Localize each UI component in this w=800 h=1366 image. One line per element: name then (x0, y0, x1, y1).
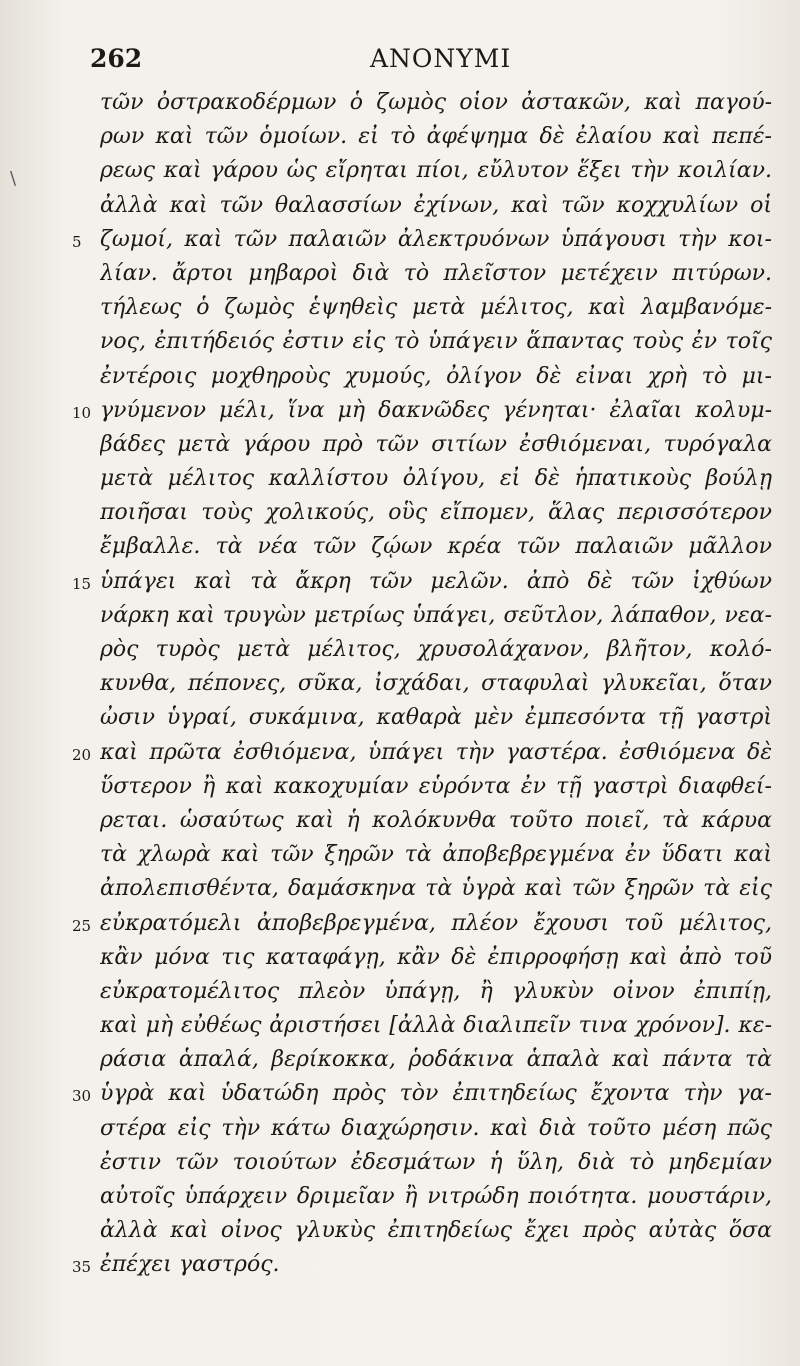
text-line (70, 874, 770, 908)
line-text: καὶ μὴ εὐθέως ἀριστήσει [ἀλλὰ διαλιπεῖν τινα χρόνον]. κε- (100, 1013, 772, 1039)
line-number: 35 (72, 1258, 92, 1277)
text-line (70, 635, 770, 669)
text-line (70, 1250, 770, 1284)
text-line (70, 567, 770, 601)
text-line (70, 191, 770, 225)
page-number: 262 (90, 44, 143, 73)
text-line (70, 703, 770, 737)
text-line (70, 88, 770, 122)
line-text: ποιῆσαι τοὺς χολικούς, οὓς εἴπομεν, ἅλας περισσότερον (100, 500, 772, 526)
text-line (70, 122, 770, 156)
text-line (70, 1011, 770, 1045)
text-line (70, 396, 770, 430)
line-text: κἂν μόνα τις καταφάγῃ, κἂν δὲ ἐπιρροφήσῃ καὶ ἀπὸ τοῦ (100, 944, 772, 970)
line-number: 20 (72, 745, 92, 764)
text-line (70, 225, 770, 259)
text-line (70, 293, 770, 327)
text-line (70, 532, 770, 566)
margin-mark: \ (10, 168, 17, 189)
line-text: κυνθα, πέπονες, σῦκα, ἰσχάδαι, σταφυλαὶ γλυκεῖαι, ὅταν (100, 671, 772, 697)
text-line (70, 1148, 770, 1182)
text-line (70, 464, 770, 498)
line-text: ρὸς τυρὸς μετὰ μέλιτος, χρυσολάχανον, βλῆτον, κολό- (100, 637, 772, 662)
line-text: ὦσιν ὑγραί, συκάμινα, καθαρὰ μὲν ἐμπεσόντα τῇ γαστρὶ (100, 705, 772, 731)
line-text: εὐκρατόμελι ἀποβεβρεγμένα, πλέον ἔχουσι τοῦ μέλιτος, (100, 910, 772, 936)
line-text: βάδες μετὰ γάρου πρὸ τῶν σιτίων ἐσθιόμεναι, τυρόγαλα (100, 431, 772, 457)
line-text: ζωμοί, καὶ τῶν παλαιῶν ἀλεκτρυόνων ὑπάγουσι τὴν κοι- (100, 226, 772, 252)
line-text: ἔμβαλλε. τὰ νέα τῶν ζῴων κρέα τῶν παλαιῶν μᾶλλον (100, 534, 772, 560)
text-line (70, 772, 770, 806)
line-text: ἐπέχει γαστρός. (100, 1252, 280, 1278)
line-text: ἀλλὰ καὶ τῶν θαλασσίων ἐχίνων, καὶ τῶν κοχχυλίων οἱ (100, 192, 772, 218)
page-header (0, 42, 800, 82)
line-text: καὶ πρῶτα ἐσθιόμενα, ὑπάγει τὴν γαστέρα. ἐσθιόμενα δὲ (100, 739, 772, 765)
line-text: νάρκη καὶ τρυγὼν μετρίως ὑπάγει, σεῦτλον, λάπαθον, νεα- (100, 602, 772, 628)
line-text: ὕστερον ἢ καὶ κακοχυμίαν εὑρόντα ἐν τῇ γαστρὶ διαφθεί- (100, 773, 772, 799)
line-text: ἐντέροις μοχθηροὺς χυμούς, ὀλίγον δὲ εἶναι χρὴ τὸ μι- (100, 363, 772, 389)
text-line (70, 156, 770, 190)
text-line (70, 327, 770, 361)
text-line (70, 738, 770, 772)
line-text: μετὰ μέλιτος καλλίστου ὀλίγου, εἰ δὲ ἡπατικοὺς βούλῃ (100, 466, 772, 492)
text-line (70, 977, 770, 1011)
line-text: νος, ἐπιτήδειός ἐστιν εἰς τὸ ὑπάγειν ἅπαντας τοὺς ἐν τοῖς (100, 329, 772, 355)
text-line (70, 806, 770, 840)
line-text: τήλεως ὁ ζωμὸς ἑψηθεὶς μετὰ μέλιτος, καὶ λαμβανόμε- (100, 295, 772, 321)
text-line (70, 1182, 770, 1216)
text-line (70, 259, 770, 293)
line-text: στέρα εἰς τὴν κάτω διαχώρησιν. καὶ διὰ τοῦτο μέση πῶς (100, 1115, 772, 1141)
line-text: τῶν ὀστρακοδέρμων ὁ ζωμὸς οἷον ἀστακῶν, καὶ παγού- (100, 90, 772, 115)
text-line (70, 1045, 770, 1079)
text-block (70, 88, 770, 1285)
running-title: ANONYMI (370, 44, 512, 73)
line-text: ράσια ἁπαλά, βερίκοκκα, ῥοδάκινα ἁπαλὰ καὶ πάντα τὰ (100, 1047, 772, 1073)
line-text: αὐτοῖς ὑπάρχειν δριμεῖαν ἢ νιτρώδη ποιότητα. μουστάριν, (100, 1184, 772, 1209)
text-line (70, 840, 770, 874)
text-line (70, 430, 770, 464)
line-number: 30 (72, 1087, 92, 1106)
line-number: 5 (72, 232, 82, 251)
text-line (70, 498, 770, 532)
line-text: ρεται. ὡσαύτως καὶ ἡ κολόκυνθα τοῦτο ποιεῖ, τὰ κάρυα (100, 807, 772, 833)
text-line (70, 669, 770, 703)
line-text: ἐστιν τῶν τοιούτων ἐδεσμάτων ἡ ὕλη, διὰ τὸ μηδεμίαν (100, 1149, 772, 1175)
text-line (70, 943, 770, 977)
line-text: ὑγρὰ καὶ ὑδατώδη πρὸς τὸν ἐπιτηδείως ἔχοντα τὴν γα- (100, 1081, 772, 1107)
line-text: εὐκρατομέλιτος πλεὸν ὑπάγῃ, ἢ γλυκὺν οἶνον ἐπιπίῃ, (100, 978, 772, 1004)
line-text: ἀπολεπισθέντα, δαμάσκηνα τὰ ὑγρὰ καὶ τῶν ξηρῶν τὰ εἰς (100, 876, 772, 902)
text-line (70, 1216, 770, 1250)
line-text: ὑπάγει καὶ τὰ ἄκρη τῶν μελῶν. ἀπὸ δὲ τῶν ἰχθύων (100, 568, 772, 594)
text-line (70, 909, 770, 943)
line-text: ρεως καὶ γάρου ὡς εἴρηται πίοι, εὔλυτον ἕξει τὴν κοιλίαν. (100, 158, 772, 184)
line-text: γνύμενον μέλι, ἵνα μὴ δακνῶδες γένηται· ἐλαῖαι κολυμ- (100, 397, 772, 423)
line-text: λίαν. ἄρτοι μηβαροὶ διὰ τὸ πλεῖστον μετέχειν πιτύρων. (100, 260, 772, 286)
line-text: τὰ χλωρὰ καὶ τῶν ξηρῶν τὰ ἀποβεβρεγμένα ἐν ὕδατι καὶ (100, 842, 772, 868)
line-number: 10 (72, 403, 92, 422)
line-number: 15 (72, 574, 92, 593)
line-text: ρων καὶ τῶν ὁμοίων. εἰ τὸ ἀφέψημα δὲ ἐλαίου καὶ πεπέ- (100, 124, 772, 150)
text-line (70, 601, 770, 635)
text-line (70, 1079, 770, 1113)
line-number: 25 (72, 916, 92, 935)
text-line (70, 1114, 770, 1148)
text-line (70, 362, 770, 396)
line-text: ἀλλὰ καὶ οἶνος γλυκὺς ἐπιτηδείως ἔχει πρὸς αὐτὰς ὅσα (100, 1218, 772, 1244)
